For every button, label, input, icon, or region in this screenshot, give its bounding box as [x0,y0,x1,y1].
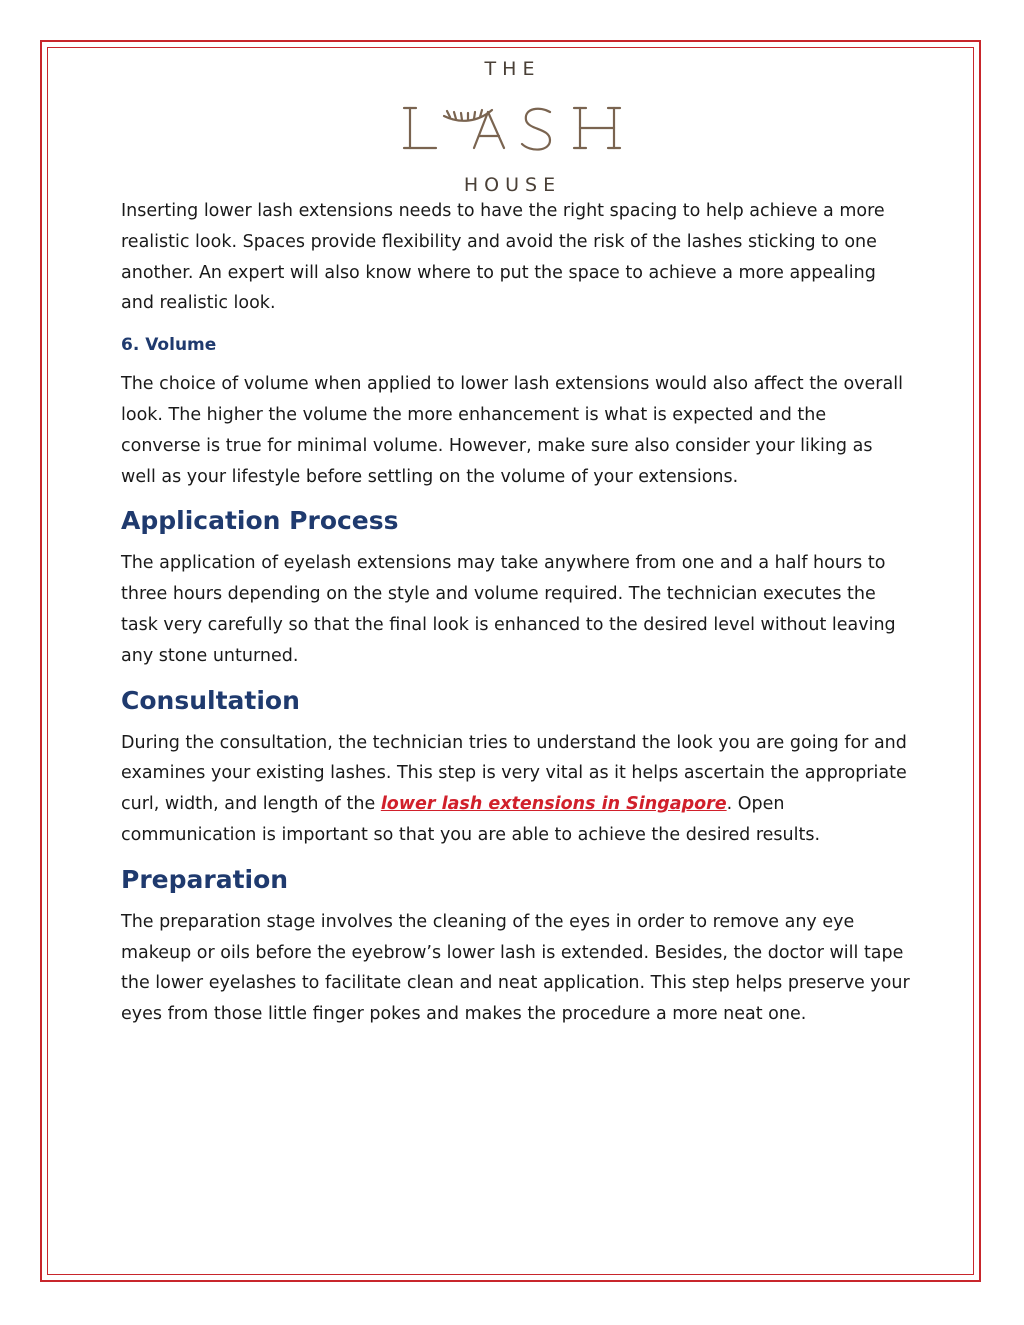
logo-lash-wordmark [400,98,625,168]
consultation-text-after-link: . Open communication is important so that you are able to achieve the desired results. [121,794,821,845]
consultation-paragraph [121,728,911,851]
volume-heading: 6. Volume [121,335,217,356]
preparation-heading: Preparation [121,864,289,894]
logo-bottom-word: HOUSE [463,174,562,196]
preparation-paragraph: The preparation stage involves the cleaning of the eyes in order to remove any eye makeup or oils before the eyebrow’s lower lash is extended. Besides, the doctor will tape the lower eyelashes to facilitate clean and neat application. This step helps preserve your eyes from those little finger pokes and makes the procedure a more neat one. [121,911,910,1025]
consultation-text-before-link: During the consultation, the technician tries to understand the look you are going for and examines your existing lashes. This step is very vital as it helps ascertain the appropriate curl, width, and length of the [121,732,907,815]
application-process-paragraph: The application of eyelash extensions may take anywhere from one and a half hours to three hours depending on the style and volume required. The technician executes the task very carefully so that the final look is enhanced to the desired level without leaving any stone unturned. [121,553,896,666]
intro-paragraph: Inserting lower lash extensions needs to have the right spacing to help achieve a more realistic look. Spaces provide flexibility and avoid the risk of the lashes sticking to one another. An expert will also know where to put the space to achieve a more appealing and realistic look. [121,201,885,314]
brand-logo [400,58,625,200]
logo-top-word: THE [484,58,541,80]
consultation-heading: Consultation [121,685,300,715]
volume-paragraph: The choice of volume when applied to lower lash extensions would also affect the overall look. The higher the volume the more enhancement is what is expected and the converse is true for minimal volume. However, make sure also consider your liking as well as your lifestyle before settling on the volume of your extensions. [121,374,903,487]
article-body [121,196,911,1030]
application-process-heading: Application Process [121,506,399,536]
lower-lash-extensions-link[interactable]: lower lash extensions in Singapore [380,794,727,815]
